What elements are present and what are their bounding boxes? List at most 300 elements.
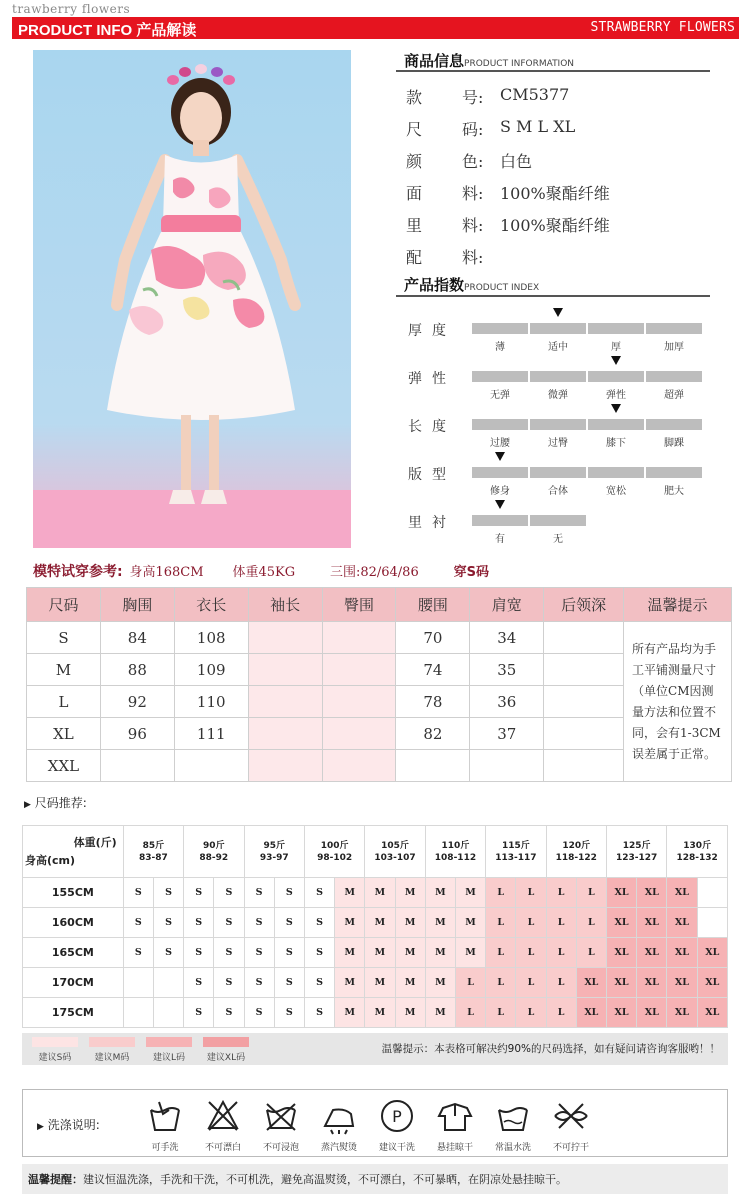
selected-marker — [553, 308, 563, 317]
care-item — [257, 1096, 305, 1153]
rec-cell: S — [123, 938, 153, 968]
info-row — [406, 117, 706, 141]
rec-cell: S — [214, 938, 244, 968]
info-key: 面 — [406, 184, 423, 203]
care-label: 不可拧干 — [552, 1143, 589, 1153]
rec-cell: L — [486, 908, 516, 938]
rec-cell: S — [123, 908, 153, 938]
legend-swatch — [89, 1037, 135, 1047]
index-option: 微弹 — [548, 390, 568, 401]
rec-cell: S — [184, 878, 214, 908]
size-cell: 96 — [100, 718, 174, 750]
size-cell — [248, 750, 322, 782]
size-cell — [544, 654, 624, 686]
size-cell — [544, 622, 624, 654]
banner-brand: STRAWBERRY FLOWERS — [590, 20, 735, 35]
index-option: 无弹 — [490, 390, 510, 401]
rec-weight-col: 85斤 83-87 — [123, 826, 183, 878]
rec-cell: M — [335, 878, 365, 908]
size-cell — [544, 718, 624, 750]
rec-cell: XL — [606, 968, 636, 998]
rec-cell: XL — [606, 908, 636, 938]
size-cell — [396, 750, 470, 782]
index-bar — [646, 323, 702, 334]
size-recommend-table — [22, 825, 728, 1028]
rec-cell: XL — [606, 878, 636, 908]
rec-cell: M — [395, 968, 425, 998]
legend-tip: 温馨提示：本表格可解决约90%的尺码选择，如有疑问请咨询客服哟！！ — [381, 1043, 720, 1055]
model-weight: 体重45KG — [232, 565, 296, 580]
rec-height: 175CM — [23, 998, 124, 1028]
index-option: 脚踝 — [664, 438, 684, 449]
rec-cell: XL — [697, 938, 727, 968]
model-height: 身高168CM — [129, 565, 204, 580]
care-item — [373, 1096, 421, 1153]
rec-height: 165CM — [23, 938, 124, 968]
selected-marker — [495, 452, 505, 461]
size-cell: 109 — [174, 654, 248, 686]
rec-cell: S — [184, 938, 214, 968]
rec-cell: S — [184, 968, 214, 998]
care-item — [489, 1096, 537, 1153]
size-cell: 84 — [100, 622, 174, 654]
svg-text:P: P — [392, 1107, 402, 1126]
rec-cell: L — [486, 938, 516, 968]
footer-reminder — [22, 1164, 728, 1194]
size-cell: 88 — [100, 654, 174, 686]
size-cell: L — [27, 686, 101, 718]
index-bar — [472, 323, 528, 334]
rec-weight-col: 125斤 123-127 — [606, 826, 666, 878]
rec-cell: S — [274, 968, 304, 998]
info-value: 100%聚酯纤维 — [500, 184, 610, 203]
size-header-cell: 衣长 — [174, 588, 248, 622]
index-option: 肥大 — [664, 486, 684, 497]
index-bar — [530, 515, 586, 526]
no-wring-icon — [551, 1096, 591, 1136]
index-bar — [472, 419, 528, 430]
rec-cell — [123, 968, 153, 998]
rec-cell: XL — [637, 938, 667, 968]
rec-cell: L — [576, 908, 606, 938]
rec-cell: M — [395, 878, 425, 908]
size-recommend-title: ▶ 尺码推荐: — [24, 796, 87, 810]
product-info-title: 商品信息PRODUCT INFORMATION — [404, 52, 575, 70]
rec-cell — [697, 908, 727, 938]
product-index-list — [396, 300, 716, 550]
index-option: 无 — [553, 534, 563, 545]
rec-cell: S — [304, 908, 334, 938]
rec-weight-col: 105斤 103-107 — [365, 826, 425, 878]
rec-cell: XL — [576, 968, 606, 998]
info-key: 里 — [406, 216, 423, 235]
info-key-2: 色: — [462, 152, 484, 171]
table-row — [23, 878, 728, 908]
steam-iron-icon — [319, 1096, 359, 1136]
size-cell — [322, 654, 396, 686]
rec-cell: M — [365, 908, 395, 938]
rec-cell: S — [274, 938, 304, 968]
index-option: 超弹 — [664, 390, 684, 401]
rec-weight-col: 90斤 88-92 — [184, 826, 244, 878]
index-label: 里衬 — [408, 515, 456, 531]
rec-weight-col: 115斤 113-117 — [486, 826, 546, 878]
rec-corner: 体重(斤) 身高(cm) — [23, 826, 124, 878]
rec-cell: L — [546, 968, 576, 998]
rec-cell: M — [395, 908, 425, 938]
selected-marker — [611, 356, 621, 365]
no-bleach-icon — [203, 1096, 243, 1136]
product-photo — [33, 50, 351, 548]
rec-cell: S — [274, 908, 304, 938]
size-cell: 36 — [470, 686, 544, 718]
rec-weight-col: 110斤 108-112 — [425, 826, 485, 878]
footer-bold: 温馨提醒： — [28, 1173, 83, 1186]
table-row — [27, 622, 732, 654]
rec-cell: L — [546, 878, 576, 908]
rec-cell: S — [304, 968, 334, 998]
index-bar — [646, 467, 702, 478]
legend-swatch — [146, 1037, 192, 1047]
rec-cell: L — [576, 938, 606, 968]
care-item — [315, 1096, 363, 1153]
rec-cell: XL — [697, 968, 727, 998]
rec-cell: S — [304, 878, 334, 908]
index-option: 有 — [495, 534, 505, 545]
legend-swatch — [203, 1037, 249, 1047]
size-header-cell: 袖长 — [248, 588, 322, 622]
banner-title: PRODUCT INFO 产品解读 — [18, 22, 197, 39]
info-key: 颜 — [406, 152, 423, 171]
care-instructions — [22, 1089, 728, 1157]
index-option: 膝下 — [606, 438, 626, 449]
size-cell: XXL — [27, 750, 101, 782]
index-option: 宽松 — [606, 486, 626, 497]
rec-cell: S — [153, 938, 183, 968]
info-value: CM5377 — [500, 85, 570, 104]
index-option: 过腰 — [490, 438, 510, 449]
index-bar — [530, 467, 586, 478]
size-cell: 70 — [396, 622, 470, 654]
size-cell: 78 — [396, 686, 470, 718]
index-option: 厚 — [611, 342, 621, 353]
model-dress-illustration — [33, 50, 351, 548]
info-key-2: 料: — [462, 248, 484, 267]
care-item — [141, 1096, 189, 1153]
rec-cell: S — [184, 908, 214, 938]
info-row — [406, 149, 706, 173]
care-label: 可手洗 — [151, 1143, 179, 1153]
info-key: 款 — [406, 88, 423, 107]
hang-dry-icon — [435, 1096, 475, 1136]
size-cell — [248, 654, 322, 686]
rec-weight-col: 100斤 98-102 — [304, 826, 364, 878]
index-option: 薄 — [495, 342, 505, 353]
care-label: 不可浸泡 — [262, 1143, 299, 1153]
index-bar — [530, 371, 586, 382]
legend-label: 建议XL码 — [206, 1053, 246, 1063]
rec-cell: S — [214, 908, 244, 938]
rec-cell: XL — [667, 968, 697, 998]
rec-cell: S — [244, 938, 274, 968]
rec-cell: XL — [606, 998, 636, 1028]
index-bar — [646, 419, 702, 430]
care-label: 常温水洗 — [494, 1143, 531, 1153]
rec-cell — [697, 878, 727, 908]
size-cell — [322, 686, 396, 718]
care-item — [547, 1096, 595, 1153]
rec-weight-col: 120斤 118-122 — [546, 826, 606, 878]
info-value: 100%聚酯纤维 — [500, 216, 610, 235]
legend-label: 建议L码 — [152, 1053, 185, 1063]
rec-cell: M — [365, 968, 395, 998]
rec-cell: M — [395, 938, 425, 968]
size-cell: 92 — [100, 686, 174, 718]
info-key: 配 — [406, 248, 423, 267]
selected-marker — [611, 404, 621, 413]
size-cell: 34 — [470, 622, 544, 654]
rec-cell: L — [546, 938, 576, 968]
rec-cell: M — [455, 938, 485, 968]
rec-cell: M — [425, 998, 455, 1028]
size-table-header — [27, 588, 732, 622]
info-key-2: 料: — [462, 216, 484, 235]
rec-cell: S — [214, 968, 244, 998]
rec-cell: L — [516, 878, 546, 908]
rec-cell: S — [244, 968, 274, 998]
legend-label: 建议S码 — [38, 1053, 72, 1063]
size-cell: 82 — [396, 718, 470, 750]
rec-cell: XL — [576, 998, 606, 1028]
size-cell: XL — [27, 718, 101, 750]
rec-cell: XL — [637, 998, 667, 1028]
rec-cell: M — [365, 938, 395, 968]
rec-cell: L — [486, 998, 516, 1028]
rec-cell: L — [516, 968, 546, 998]
rec-cell: XL — [637, 878, 667, 908]
rec-cell: S — [153, 878, 183, 908]
rec-cell — [153, 998, 183, 1028]
rec-cell: S — [244, 998, 274, 1028]
size-cell: 111 — [174, 718, 248, 750]
size-note: 所有产品均为手工平铺测量尺寸（单位CM因测量方法和位置不同，会有1-3CM误差属于正常。 — [624, 622, 732, 782]
size-legend — [22, 1033, 728, 1065]
legend-swatch — [32, 1037, 78, 1047]
rec-cell: S — [184, 998, 214, 1028]
rec-cell: S — [244, 878, 274, 908]
model-label: 模特试穿参考: — [33, 564, 123, 580]
size-cell: S — [27, 622, 101, 654]
rec-cell: L — [546, 998, 576, 1028]
rec-header — [23, 826, 728, 878]
index-bar — [588, 419, 644, 430]
rec-cell: S — [123, 878, 153, 908]
info-row — [406, 181, 706, 205]
rec-height: 155CM — [23, 878, 124, 908]
size-header-cell: 后领深 — [544, 588, 624, 622]
care-item — [199, 1096, 247, 1153]
rec-cell: S — [274, 998, 304, 1028]
size-cell: M — [27, 654, 101, 686]
no-soak-icon — [261, 1096, 301, 1136]
size-header-cell: 臀围 — [322, 588, 396, 622]
rec-cell — [123, 998, 153, 1028]
rec-cell: L — [455, 968, 485, 998]
size-cell — [248, 718, 322, 750]
size-header-cell: 温馨提示 — [624, 588, 732, 622]
rec-cell: XL — [667, 908, 697, 938]
rec-cell: L — [516, 938, 546, 968]
product-info-list — [406, 85, 716, 265]
rec-cell: XL — [667, 998, 697, 1028]
care-title: ▶ 洗涤说明: — [37, 1118, 100, 1132]
rec-cell: XL — [667, 878, 697, 908]
size-cell — [544, 686, 624, 718]
top-caption: trawberry flowers — [12, 2, 131, 16]
index-label: 弹性 — [408, 371, 456, 387]
rec-cell: L — [576, 878, 606, 908]
rec-cell: M — [425, 938, 455, 968]
size-cell — [322, 718, 396, 750]
rec-cell: M — [425, 968, 455, 998]
index-bar — [472, 371, 528, 382]
index-option: 适中 — [548, 342, 568, 353]
rec-cell: XL — [637, 908, 667, 938]
legend-label: 建议M码 — [94, 1053, 130, 1063]
rec-cell: XL — [637, 968, 667, 998]
index-label: 长度 — [408, 419, 456, 435]
info-key-2: 号: — [462, 88, 484, 107]
size-cell: 35 — [470, 654, 544, 686]
hand-wash-icon — [145, 1096, 185, 1136]
rec-cell: S — [244, 908, 274, 938]
rec-weight-col: 130斤 128-132 — [667, 826, 728, 878]
index-bar — [530, 323, 586, 334]
info-key-2: 码: — [462, 120, 484, 139]
rec-cell: S — [274, 878, 304, 908]
rec-height: 170CM — [23, 968, 124, 998]
rec-cell: M — [455, 908, 485, 938]
rec-cell: L — [486, 968, 516, 998]
rec-cell: M — [425, 908, 455, 938]
care-item — [431, 1096, 479, 1153]
care-label: 建议干洗 — [378, 1143, 415, 1153]
table-row — [23, 908, 728, 938]
rec-cell: L — [546, 908, 576, 938]
index-option: 过臀 — [548, 438, 568, 449]
rec-cell: L — [516, 908, 546, 938]
rec-weight-col: 95斤 93-97 — [244, 826, 304, 878]
size-table — [26, 587, 732, 782]
table-row — [23, 998, 728, 1028]
index-option: 弹性 — [606, 390, 626, 401]
care-label: 蒸汽熨烫 — [320, 1143, 357, 1153]
size-header-cell: 腰围 — [396, 588, 470, 622]
index-bar — [472, 515, 528, 526]
rec-cell: S — [304, 938, 334, 968]
product-info-banner — [12, 17, 739, 39]
normal-wash-icon — [493, 1096, 533, 1136]
size-cell — [322, 622, 396, 654]
size-cell: 110 — [174, 686, 248, 718]
rec-cell: L — [516, 998, 546, 1028]
table-row — [23, 938, 728, 968]
index-bar — [588, 323, 644, 334]
size-cell — [248, 686, 322, 718]
index-option: 加厚 — [664, 342, 684, 353]
size-cell — [100, 750, 174, 782]
care-label: 不可漂白 — [204, 1143, 241, 1153]
rec-cell: S — [214, 998, 244, 1028]
rec-cell: M — [365, 878, 395, 908]
info-key: 尺 — [406, 120, 423, 139]
info-row — [406, 245, 706, 269]
size-cell: 37 — [470, 718, 544, 750]
selected-marker — [495, 500, 505, 509]
rec-cell: XL — [667, 938, 697, 968]
product-index-title: 产品指数PRODUCT INDEX — [404, 276, 540, 294]
size-cell: 108 — [174, 622, 248, 654]
index-label: 厚度 — [408, 323, 456, 339]
index-label: 版型 — [408, 467, 456, 483]
rec-cell: S — [304, 998, 334, 1028]
rec-cell: L — [486, 878, 516, 908]
info-value: S M L XL — [500, 117, 576, 136]
index-option: 修身 — [490, 486, 510, 497]
footer-text: 建议恒温洗涤，手洗和干洗，不可机洗，避免高温熨烫，不可漂白，不可暴晒，在阴凉处悬挂晾干。 — [83, 1173, 567, 1186]
dry-clean-icon — [377, 1096, 417, 1136]
rec-cell: M — [395, 998, 425, 1028]
size-cell — [322, 750, 396, 782]
divider — [396, 295, 710, 297]
size-cell — [248, 622, 322, 654]
size-header-cell: 胸围 — [100, 588, 174, 622]
size-cell: 74 — [396, 654, 470, 686]
index-bar — [472, 467, 528, 478]
rec-cell: M — [365, 998, 395, 1028]
size-cell — [544, 750, 624, 782]
rec-cell: M — [425, 878, 455, 908]
rec-cell: M — [455, 878, 485, 908]
info-key-2: 料: — [462, 184, 484, 203]
index-option: 合体 — [548, 486, 568, 497]
rec-cell — [153, 968, 183, 998]
size-cell — [470, 750, 544, 782]
rec-cell: M — [335, 938, 365, 968]
rec-cell: XL — [697, 998, 727, 1028]
rec-cell: M — [335, 968, 365, 998]
index-bar — [588, 467, 644, 478]
care-label: 悬挂晾干 — [436, 1143, 473, 1153]
model-bwh: 三围:82/64/86 — [329, 565, 419, 580]
rec-cell: M — [335, 908, 365, 938]
model-reference — [33, 561, 733, 581]
info-row — [406, 85, 706, 109]
index-bar — [530, 419, 586, 430]
size-cell — [174, 750, 248, 782]
table-row — [23, 968, 728, 998]
rec-cell: S — [153, 908, 183, 938]
divider — [396, 70, 710, 72]
info-value: 白色 — [500, 152, 533, 171]
model-size: 穿S码 — [453, 565, 489, 580]
rec-height: 160CM — [23, 908, 124, 938]
info-row — [406, 213, 706, 237]
rec-cell: M — [335, 998, 365, 1028]
rec-cell: L — [455, 998, 485, 1028]
rec-cell: S — [214, 878, 244, 908]
index-bar — [588, 371, 644, 382]
